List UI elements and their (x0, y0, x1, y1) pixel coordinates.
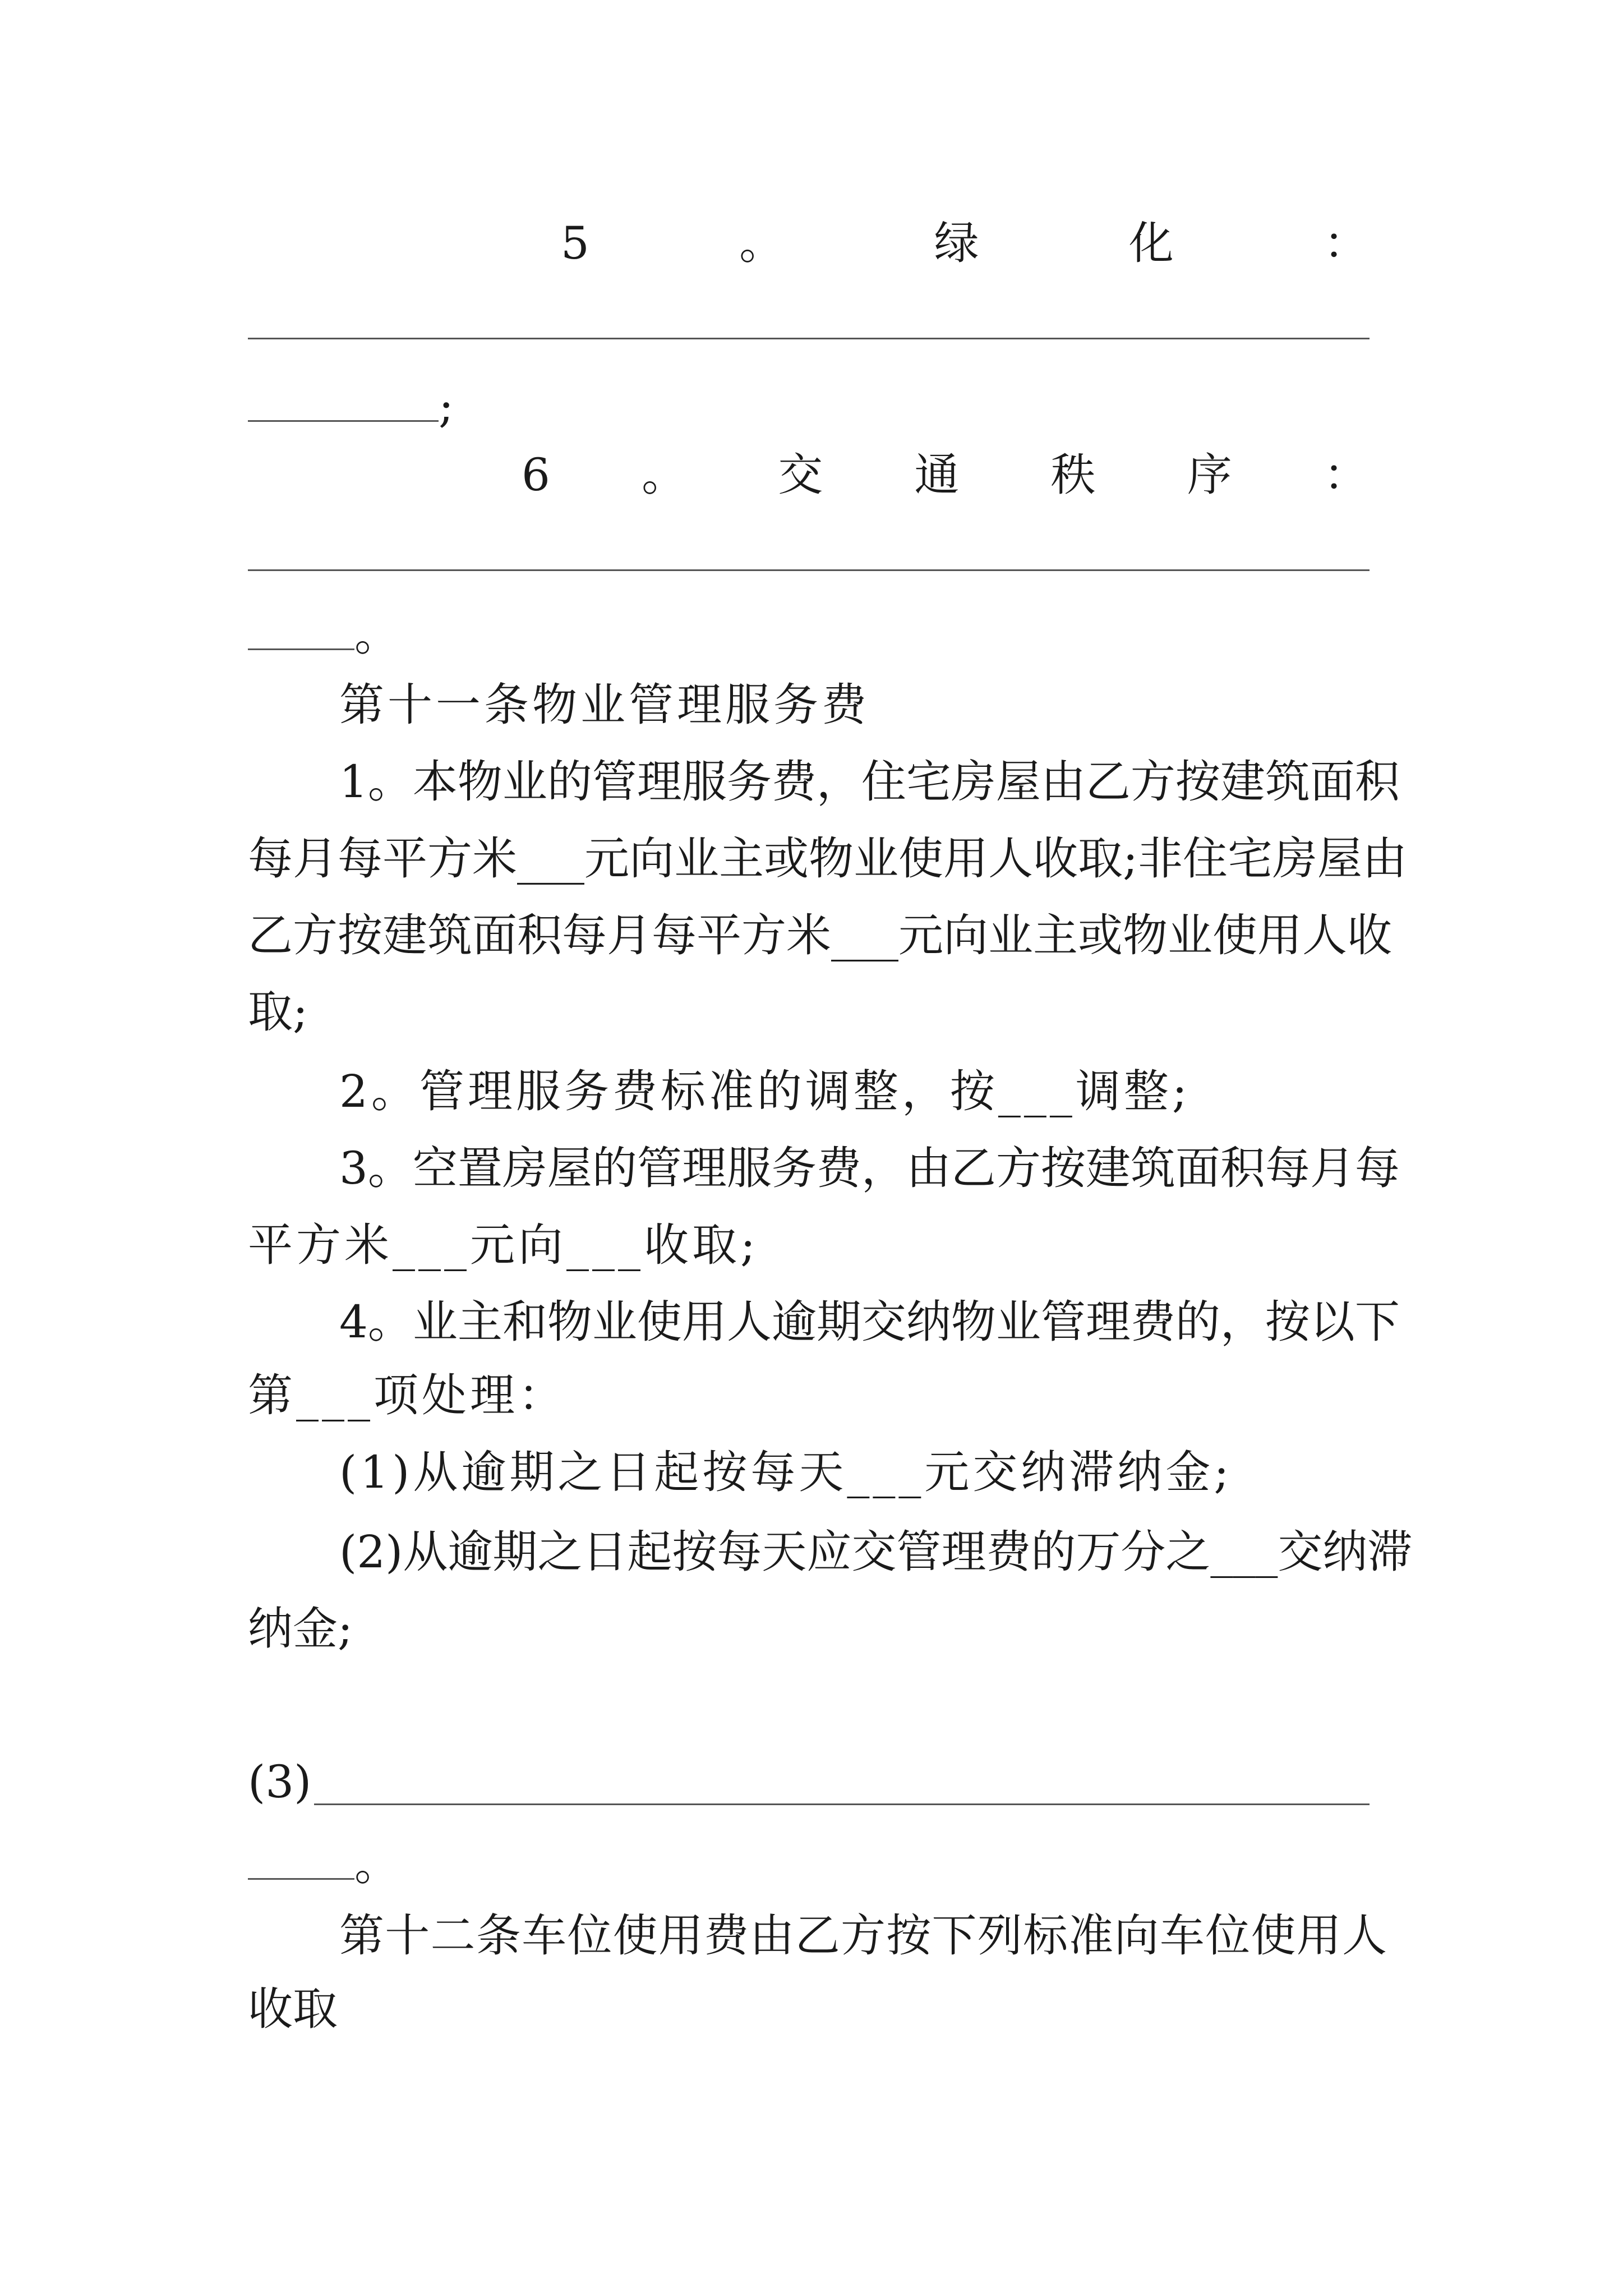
heading-char: 通 (914, 449, 960, 501)
paragraph-line: (1)从逾期之日起按每天___元交纳滞纳金; (339, 1446, 1233, 1498)
paragraph-line: 乙方按建筑面积每月每平方米___元向业主或物业使用人收 (248, 909, 1392, 961)
blank (248, 375, 439, 422)
article-12-line: 收取 (248, 1983, 338, 2035)
heading-char: 秩 (1050, 449, 1096, 501)
heading-colon: ： (1323, 217, 1368, 269)
item-number: 6 (522, 449, 550, 501)
paragraph-line: 3。空置房屋的管理服务费，由乙方按建筑面积每月每 (339, 1142, 1400, 1194)
heading-char: 序 (1187, 449, 1232, 501)
punct: ; (439, 380, 454, 432)
fill-blank-tail (248, 1825, 399, 1904)
fill-blank-tail (248, 596, 399, 674)
paragraph-line: 2。管理服务费标准的调整，按___调整; (339, 1065, 1191, 1117)
paragraph-line: 取; (248, 986, 308, 1038)
item-number: 5 (561, 217, 589, 269)
paragraph-line: 1。本物业的管理服务费，住宅房屋由乙方按建筑面积 (339, 756, 1400, 808)
blank (248, 604, 354, 650)
fill-blank-tail (248, 367, 454, 446)
fill-blank-line (314, 1803, 1370, 1805)
heading-colon: ： (1323, 449, 1368, 501)
item-6-heading (522, 436, 1368, 514)
paragraph-line: 第___项处理： (248, 1369, 566, 1421)
paragraph-line: 平方米___元向___收取; (248, 1219, 759, 1271)
option-3-label: (3) (248, 1756, 312, 1808)
fill-blank-line (248, 569, 1370, 571)
paragraph-line: 每月每平方米___元向业主或物业使用人收取;非住宅房屋由 (248, 832, 1407, 885)
item-separator: 。 (642, 449, 687, 501)
item-5-heading (561, 204, 1368, 283)
heading-char: 交 (778, 449, 823, 501)
paragraph-line: 4。业主和物业使用人逾期交纳物业管理费的，按以下 (339, 1296, 1400, 1348)
heading-char: 绿 (934, 217, 979, 269)
heading-char: 化 (1128, 217, 1174, 269)
item-separator: 。 (739, 217, 785, 269)
paragraph-line: (2)从逾期之日起按每天应交管理费的万分之___交纳滞 (339, 1526, 1413, 1578)
article-11-title: 第十一条物业管理服务费 (339, 679, 870, 731)
fill-blank-line (248, 338, 1370, 339)
punct: 。 (354, 1838, 399, 1890)
blank (248, 1833, 354, 1880)
paragraph-line: 纳金; (248, 1603, 353, 1655)
article-12-line: 第十二条车位使用费由乙方按下列标准向车位使用人 (339, 1910, 1387, 1962)
punct: 。 (354, 609, 399, 661)
